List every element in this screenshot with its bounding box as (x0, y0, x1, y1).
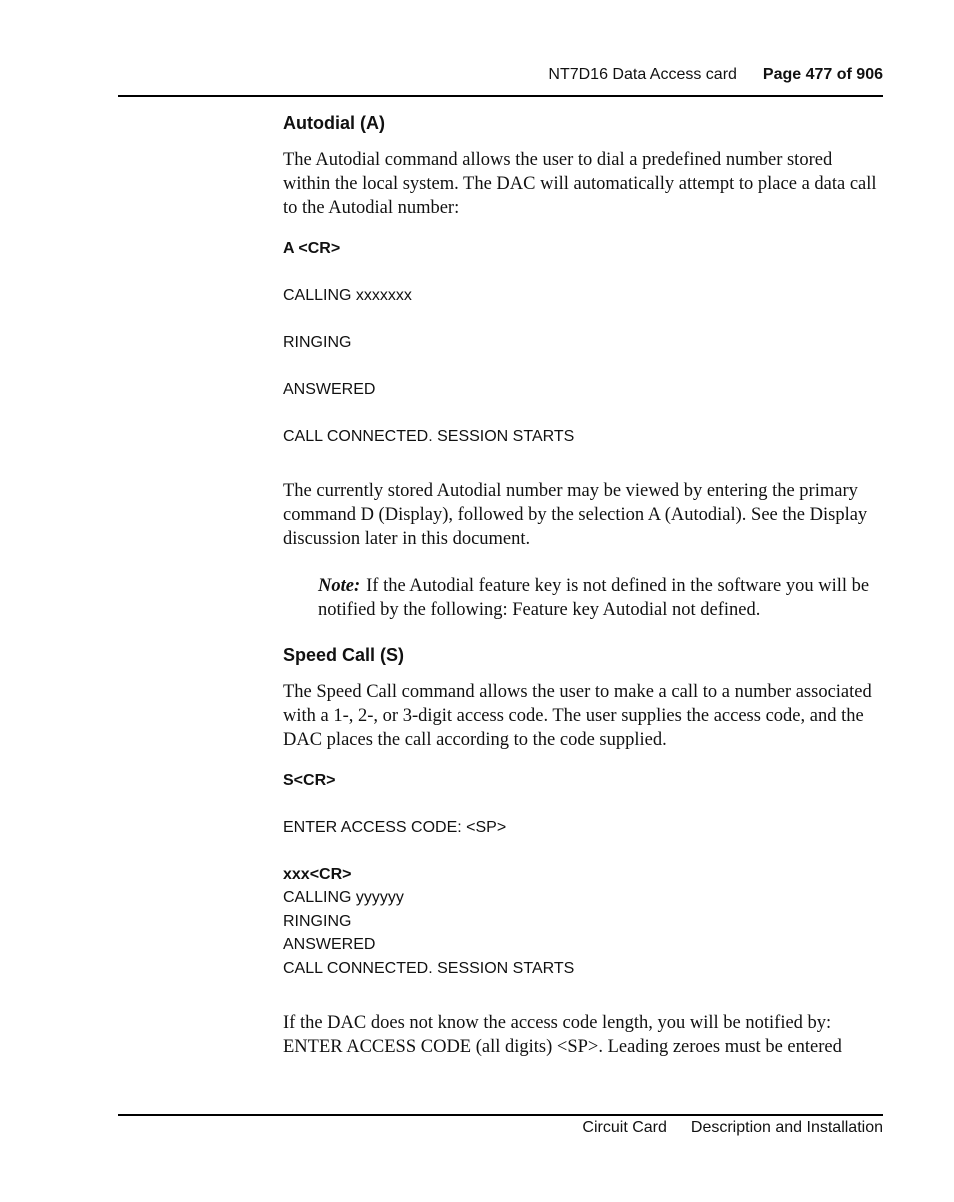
speed-call-entry: xxx<CR> (283, 866, 352, 883)
document-title: NT7D16 Data Access card (548, 66, 737, 83)
speed-call-response-connected: CALL CONNECTED. SESSION STARTS (283, 960, 575, 977)
page-footer (582, 1119, 883, 1137)
section-heading-speed-call: Speed Call (S) (283, 645, 405, 665)
autodial-intro-paragraph: The Autodial command allows the user to dial a predefined number stored within the local system. The DAC will automatically attempt to place a data call to the Autodial number: (283, 150, 877, 218)
autodial-display-paragraph: The currently stored Autodial number may be viewed by entering the primary command D (Display), followed by the selection A (Autodial). See the Display discussion later in this document. (283, 481, 868, 549)
note-text: If the Autodial feature key is not defined in the software you will be notified by the following: Feature key Autodial not defined. (318, 576, 870, 620)
autodial-response-answered: ANSWERED (283, 381, 376, 398)
speed-call-response-calling: CALLING yyyyyy (283, 889, 404, 906)
section-heading-autodial: Autodial (A) (283, 113, 385, 133)
header-rule (118, 95, 883, 97)
page-header (548, 66, 883, 84)
speed-call-response-ringing: RINGING (283, 913, 352, 930)
page-number: Page 477 of 906 (762, 66, 883, 83)
speed-call-intro-paragraph: The Speed Call command allows the user to make a call to a number associated with a 1-, 2-, or 3-digit access code. The user supplies the access code, and the DAC places the call according to the code supplied. (283, 682, 872, 750)
speed-call-command: S<CR> (283, 772, 336, 789)
note-label: Note: (318, 576, 361, 596)
autodial-note (318, 574, 883, 622)
footer-rule (118, 1114, 883, 1116)
speed-call-response-answered: ANSWERED (283, 936, 376, 953)
autodial-response-connected: CALL CONNECTED. SESSION STARTS (283, 428, 575, 445)
autodial-command: A <CR> (283, 240, 341, 257)
footer-section-label: Circuit Card (582, 1119, 667, 1136)
speed-call-access-code-paragraph: If the DAC does not know the access code length, you will be notified by: ENTER ACCESS CODE (all digits) <SP>. Leading zeroes must be entered (283, 1013, 842, 1057)
autodial-response-calling: CALLING xxxxxxx (283, 287, 412, 304)
speed-call-prompt: ENTER ACCESS CODE: <SP> (283, 819, 507, 836)
footer-document-label: Description and Installation (690, 1119, 883, 1136)
autodial-response-ringing: RINGING (283, 334, 352, 351)
